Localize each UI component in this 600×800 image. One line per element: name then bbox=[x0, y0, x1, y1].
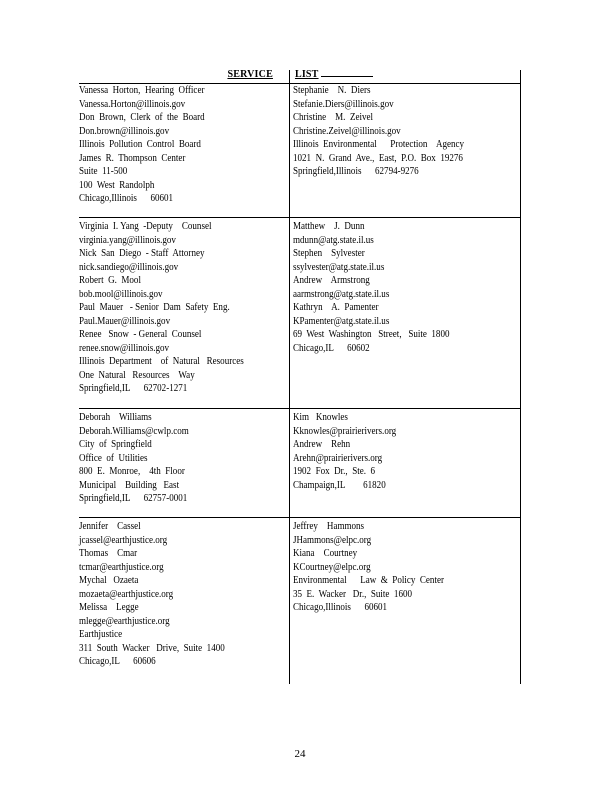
contact-line: Don Brown, Clerk of the Board bbox=[79, 112, 205, 123]
contact-line: One Natural Resources Way bbox=[79, 369, 195, 381]
contact-line: Jeffrey Hammons bbox=[293, 521, 365, 532]
contact-line: Springfield,IL 62757-0001 bbox=[79, 493, 188, 504]
contact-line: Municipal Building East bbox=[79, 479, 180, 491]
contact-line: Vanessa Horton, Hearing Officer bbox=[79, 85, 205, 96]
contact-line: Chicago,Illinois 60601 bbox=[79, 193, 174, 204]
contact-line: KCourtney@elpc.org bbox=[293, 561, 371, 573]
contact-line: Christine M. Zeivel bbox=[293, 112, 374, 123]
contact-line: Kathryn A. Pamenter bbox=[293, 302, 379, 313]
contact-line: 100 West Randolph bbox=[79, 179, 155, 191]
contact-line: Andrew Armstrong bbox=[293, 275, 370, 286]
contact-line: aarmstrong@atg.state.il.us bbox=[293, 288, 390, 300]
contact-line: Nick San Diego - Staff Attorney bbox=[79, 248, 205, 259]
contact-line: Springfield,IL 62702-1271 bbox=[79, 383, 188, 394]
contact-line: Mychal Ozaeta bbox=[79, 575, 139, 586]
service-list-title bbox=[0, 69, 600, 80]
contact-line: Suite 11-500 bbox=[79, 166, 128, 177]
contact-line: Stephanie N. Diers bbox=[293, 85, 371, 96]
contact-line: 1902 Fox Dr., Ste. 6 bbox=[293, 466, 376, 477]
contact-line: Earthjustice bbox=[79, 629, 123, 640]
contact-line: Environmental Law & Policy Center bbox=[293, 575, 444, 586]
contact-line: City of Springfield bbox=[79, 439, 152, 450]
contact-cell-r4-right bbox=[293, 520, 444, 615]
contact-line: mozaeta@earthjustice.org bbox=[79, 588, 174, 600]
contact-line: Arehn@prairierivers.org bbox=[293, 452, 383, 464]
contact-line: jcassel@earthjustice.org bbox=[79, 534, 168, 546]
contact-cell-r3-left bbox=[79, 411, 189, 506]
contact-line: Paul Mauer - Senior Dam Safety Eng. bbox=[79, 302, 230, 313]
contact-line: Christine.Zeivel@illinois.gov bbox=[293, 125, 401, 137]
contact-line: Illinois Pollution Control Board bbox=[79, 139, 201, 150]
contact-line: Renee Snow - General Counsel bbox=[79, 329, 202, 340]
contact-cell-r3-right bbox=[293, 411, 396, 492]
contact-line: Don.brown@illinois.gov bbox=[79, 125, 170, 137]
contact-line: Andrew Rehn bbox=[293, 439, 351, 450]
contact-line: Virginia I. Yang -Deputy Counsel bbox=[79, 221, 212, 232]
contact-line: JHammons@elpc.org bbox=[293, 534, 372, 546]
contact-line: Matthew J. Dunn bbox=[293, 221, 365, 232]
title-underline bbox=[321, 75, 373, 77]
contact-line: Robert G. Mool bbox=[79, 275, 141, 286]
contact-line: Office of Utilities bbox=[79, 452, 148, 464]
contact-line: Chicago,IL 60602 bbox=[293, 342, 370, 354]
contact-line: nick.sandiego@illinois.gov bbox=[79, 261, 179, 273]
row-divider-2 bbox=[79, 408, 520, 409]
title-word-list: LIST bbox=[294, 69, 319, 80]
contact-line: ssylvester@atg.state.il.us bbox=[293, 261, 385, 273]
contact-cell-r1-right bbox=[293, 84, 464, 179]
contact-line: Chicago,IL 60606 bbox=[79, 656, 156, 667]
contact-line: KPamenter@atg.state.il.us bbox=[293, 315, 390, 327]
contact-line: Paul.Mauer@illinois.gov bbox=[79, 315, 171, 327]
contact-line: Deborah.Williams@cwlp.com bbox=[79, 425, 189, 437]
contact-line: Kim Knowles bbox=[293, 412, 348, 423]
contact-line: Thomas Cmar bbox=[79, 548, 138, 559]
contact-line: virginia.yang@illinois.gov bbox=[79, 234, 176, 246]
table-right-border bbox=[520, 70, 521, 684]
contact-line: James R. Thompson Center bbox=[79, 152, 186, 164]
contact-line: Vanessa.Horton@illinois.gov bbox=[79, 98, 186, 110]
contact-line: bob.mool@illinois.gov bbox=[79, 288, 163, 300]
contact-line: Jennifer Cassel bbox=[79, 521, 141, 532]
contact-line: Springfield,Illinois 62794-9276 bbox=[293, 166, 419, 177]
contact-line: 35 E. Wacker Dr., Suite 1600 bbox=[293, 588, 412, 600]
contact-cell-r2-left bbox=[79, 220, 244, 396]
contact-line: Deborah Williams bbox=[79, 412, 152, 423]
contact-line: Stephen Sylvester bbox=[293, 248, 365, 259]
contact-line: 1021 N. Grand Ave., East, P.O. Box 19276 bbox=[293, 152, 463, 164]
contact-cell-r1-left bbox=[79, 84, 205, 206]
contact-line: Melissa Legge bbox=[79, 602, 139, 613]
page-number: 24 bbox=[294, 748, 306, 760]
contact-line: tcmar@earthjustice.org bbox=[79, 561, 164, 573]
contact-cell-r2-right bbox=[293, 220, 449, 355]
contact-line: 311 South Wacker Drive, Suite 1400 bbox=[79, 642, 225, 654]
contact-line: 69 West Washington Street, Suite 1800 bbox=[293, 329, 450, 340]
title-word-service: SERVICE bbox=[227, 69, 273, 80]
contact-line: Chicago,Illinois 60601 bbox=[293, 602, 388, 613]
contact-line: mdunn@atg.state.il.us bbox=[293, 234, 374, 246]
contact-line: renee.snow@illinois.gov bbox=[79, 342, 170, 354]
contact-cell-r4-left bbox=[79, 520, 225, 669]
column-divider bbox=[289, 70, 290, 684]
contact-line: 800 E. Monroe, 4th Floor bbox=[79, 466, 185, 477]
row-divider-1 bbox=[79, 217, 520, 218]
row-divider-3 bbox=[79, 517, 520, 518]
contact-line: Champaign,IL 61820 bbox=[293, 479, 386, 491]
contact-line: mlegge@earthjustice.org bbox=[79, 615, 170, 627]
contact-line: Kknowles@prairierivers.org bbox=[293, 425, 397, 437]
contact-line: Illinois Department of Natural Resources bbox=[79, 356, 244, 367]
contact-line: Illinois Environmental Protection Agency bbox=[293, 139, 465, 150]
contact-line: Stefanie.Diers@illinois.gov bbox=[293, 98, 394, 110]
contact-line: Kiana Courtney bbox=[293, 548, 358, 559]
